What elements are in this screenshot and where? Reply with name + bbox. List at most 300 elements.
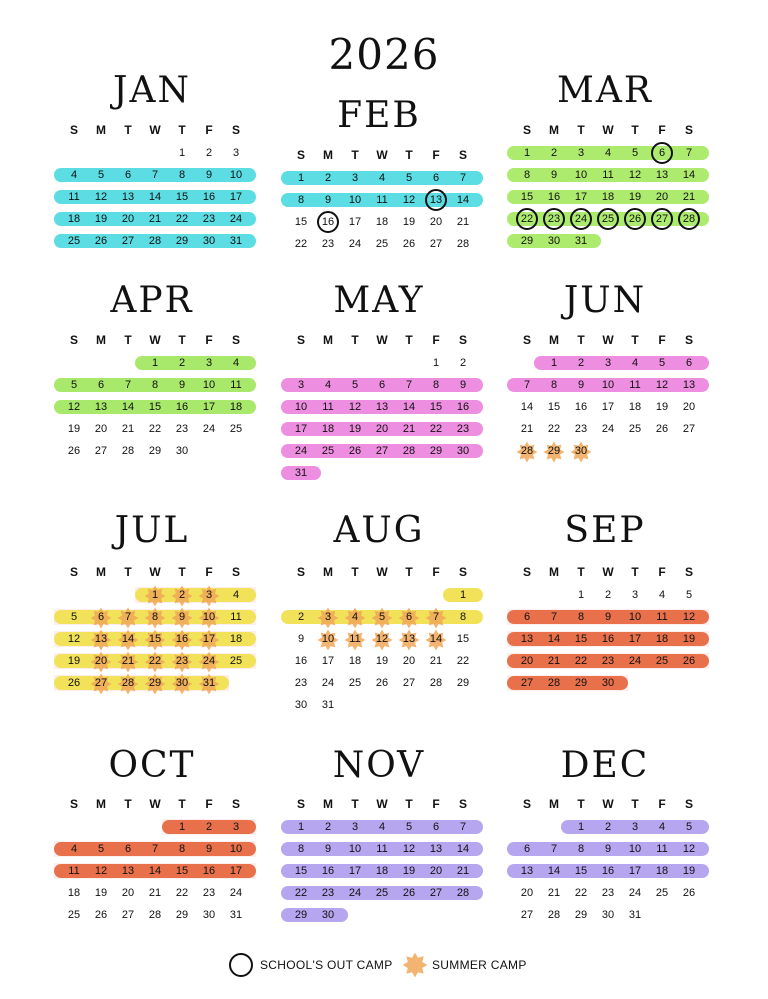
day-cell: 14 — [520, 401, 534, 413]
day-cell: 30 — [202, 235, 216, 247]
day-cell: 20 — [121, 887, 135, 899]
day-cell: 15 — [175, 865, 189, 877]
day-cell: 30 — [601, 677, 615, 689]
page-title: 2026 — [328, 30, 440, 79]
day-cell: 17 — [348, 865, 362, 877]
day-cell: 28 — [121, 677, 135, 689]
weekday-label: F — [205, 333, 213, 347]
day-cell: 22 — [547, 423, 561, 435]
legend — [0, 953, 768, 977]
day-cell: 17 — [628, 865, 642, 877]
day-cell: 3 — [631, 589, 639, 601]
day-cell: 27 — [520, 677, 534, 689]
day-cell: 18 — [67, 213, 81, 225]
day-cell: 1 — [178, 147, 186, 159]
day-cell: 2 — [297, 611, 305, 623]
day-cell: 27 — [94, 677, 108, 689]
weekday-label: W — [149, 123, 161, 137]
weekday-label: F — [658, 797, 666, 811]
day-cell: 5 — [685, 589, 693, 601]
day-cell: 28 — [148, 235, 162, 247]
weekday-label: F — [432, 565, 440, 579]
weekday-label: W — [376, 565, 388, 579]
day-cell: 11 — [656, 611, 668, 623]
day-cell: 12 — [94, 191, 108, 203]
day-cell: 2 — [459, 357, 467, 369]
day-cell: 22 — [294, 887, 308, 899]
weekday-label: S — [458, 333, 467, 347]
day-cell: 25 — [628, 423, 642, 435]
month-title: JUN — [563, 280, 647, 321]
month-title: DEC — [560, 745, 650, 786]
day-cell: 18 — [348, 655, 362, 667]
day-cell: 8 — [523, 169, 531, 181]
day-cell: 28 — [682, 213, 696, 225]
day-cell: 25 — [229, 655, 243, 667]
day-cell: 30 — [175, 677, 189, 689]
day-cell: 5 — [351, 379, 359, 391]
day-cell: 23 — [294, 677, 308, 689]
day-cell: 12 — [628, 169, 642, 181]
day-cell: 18 — [67, 887, 81, 899]
day-cell: 20 — [520, 655, 534, 667]
day-cell: 13 — [121, 191, 135, 203]
day-cell: 6 — [97, 379, 105, 391]
month-title: FEB — [337, 95, 421, 136]
day-cell: 6 — [124, 169, 132, 181]
weekday-label: M — [323, 333, 333, 347]
day-cell: 30 — [574, 445, 588, 457]
day-cell: 21 — [682, 191, 696, 203]
weekday-label: T — [178, 797, 186, 811]
day-cell: 20 — [94, 655, 108, 667]
day-cell: 3 — [205, 357, 213, 369]
day-cell: 3 — [324, 611, 332, 623]
day-cell: 12 — [67, 633, 81, 645]
month-title: MAY — [333, 280, 425, 321]
day-cell: 20 — [375, 423, 389, 435]
day-cell: 28 — [456, 887, 470, 899]
day-cell: 15 — [456, 633, 470, 645]
day-cell: 13 — [402, 633, 416, 645]
day-cell: 12 — [402, 843, 416, 855]
day-cell: 25 — [229, 423, 243, 435]
school-out-camp-circle — [570, 208, 592, 230]
day-cell: 26 — [348, 445, 362, 457]
day-cell: 15 — [148, 633, 162, 645]
day-cell: 6 — [432, 172, 440, 184]
day-cell: 9 — [604, 843, 612, 855]
day-cell: 5 — [70, 379, 78, 391]
day-cell: 21 — [547, 887, 561, 899]
day-cell: 8 — [151, 611, 159, 623]
day-cell: 22 — [456, 655, 470, 667]
day-cell: 5 — [405, 821, 413, 833]
weekday-label: W — [602, 565, 614, 579]
day-cell: 16 — [175, 633, 189, 645]
day-cell: 25 — [655, 655, 669, 667]
day-cell: 4 — [70, 169, 78, 181]
day-cell: 15 — [294, 216, 308, 228]
day-cell: 28 — [520, 445, 534, 457]
day-cell: 29 — [520, 235, 534, 247]
weekday-label: S — [231, 797, 240, 811]
circle-icon — [229, 953, 253, 977]
day-cell: 2 — [324, 172, 332, 184]
legend-school-out: SCHOOL'S OUT CAMP — [260, 958, 393, 972]
weekday-label: T — [631, 333, 639, 347]
day-cell: 29 — [574, 909, 588, 921]
day-cell: 4 — [232, 589, 240, 601]
weekday-label: S — [522, 797, 531, 811]
day-cell: 22 — [175, 887, 189, 899]
weekday-label: T — [351, 333, 359, 347]
day-cell: 11 — [349, 633, 361, 645]
weekday-label: F — [658, 123, 666, 137]
day-cell: 10 — [601, 379, 615, 391]
day-cell: 29 — [175, 909, 189, 921]
weekday-label: F — [432, 797, 440, 811]
weekday-label: F — [658, 565, 666, 579]
day-cell: 19 — [94, 887, 108, 899]
star-icon — [402, 952, 428, 978]
day-cell: 16 — [601, 633, 615, 645]
day-cell: 1 — [297, 172, 305, 184]
day-cell: 28 — [456, 238, 470, 250]
day-cell: 16 — [202, 191, 216, 203]
day-cell: 13 — [429, 843, 443, 855]
day-cell: 23 — [601, 887, 615, 899]
day-cell: 28 — [402, 445, 416, 457]
day-cell: 18 — [321, 423, 335, 435]
day-cell: 27 — [429, 238, 443, 250]
day-cell: 3 — [604, 357, 612, 369]
day-cell: 8 — [577, 843, 585, 855]
month-title: NOV — [332, 745, 426, 786]
day-cell: 25 — [375, 238, 389, 250]
day-cell: 22 — [175, 213, 189, 225]
day-cell: 14 — [456, 843, 470, 855]
weekday-label: W — [376, 333, 388, 347]
day-cell: 16 — [601, 865, 615, 877]
day-cell: 8 — [432, 379, 440, 391]
weekday-label: S — [522, 123, 531, 137]
day-cell: 12 — [348, 401, 362, 413]
day-cell: 25 — [655, 887, 669, 899]
day-cell: 1 — [151, 357, 159, 369]
day-cell: 3 — [351, 172, 359, 184]
day-cell: 6 — [405, 611, 413, 623]
weekday-label: S — [296, 797, 305, 811]
weekday-label: S — [522, 565, 531, 579]
day-cell: 5 — [97, 169, 105, 181]
day-cell: 21 — [402, 423, 416, 435]
day-cell: 29 — [456, 677, 470, 689]
day-cell: 7 — [432, 611, 440, 623]
day-cell: 14 — [547, 633, 561, 645]
day-cell: 11 — [376, 843, 388, 855]
day-cell: 12 — [402, 194, 416, 206]
day-cell: 16 — [547, 191, 561, 203]
day-cell: 18 — [628, 401, 642, 413]
day-cell: 11 — [68, 865, 80, 877]
weekday-label: F — [205, 565, 213, 579]
day-cell: 6 — [97, 611, 105, 623]
day-cell: 20 — [429, 865, 443, 877]
day-cell: 9 — [205, 843, 213, 855]
weekday-label: W — [602, 333, 614, 347]
day-cell: 26 — [94, 909, 108, 921]
day-cell: 7 — [151, 169, 159, 181]
weekday-label: S — [458, 797, 467, 811]
month-title: JAN — [113, 70, 191, 111]
day-cell: 7 — [124, 611, 132, 623]
day-cell: 29 — [148, 445, 162, 457]
weekday-label: S — [231, 565, 240, 579]
day-cell: 27 — [375, 445, 389, 457]
month-title: MAR — [557, 70, 653, 111]
day-cell: 31 — [321, 699, 335, 711]
day-cell: 21 — [547, 655, 561, 667]
day-cell: 11 — [602, 169, 614, 181]
day-cell: 29 — [148, 677, 162, 689]
day-cell: 25 — [321, 445, 335, 457]
day-cell: 24 — [229, 213, 243, 225]
day-cell: 18 — [601, 191, 615, 203]
day-cell: 26 — [682, 655, 696, 667]
day-cell: 24 — [628, 655, 642, 667]
school-out-camp-circle — [543, 208, 565, 230]
day-cell: 9 — [550, 169, 558, 181]
day-cell: 11 — [230, 379, 242, 391]
day-cell: 28 — [148, 909, 162, 921]
day-cell: 2 — [324, 821, 332, 833]
weekday-label: S — [69, 333, 78, 347]
weekday-label: M — [549, 797, 559, 811]
day-cell: 7 — [151, 843, 159, 855]
day-cell: 2 — [604, 821, 612, 833]
day-cell: 30 — [456, 445, 470, 457]
day-cell: 26 — [628, 213, 642, 225]
day-cell: 5 — [685, 821, 693, 833]
day-cell: 15 — [175, 191, 189, 203]
day-cell: 7 — [405, 379, 413, 391]
weekday-label: S — [684, 565, 693, 579]
school-out-camp-circle — [516, 208, 538, 230]
day-cell: 9 — [324, 194, 332, 206]
day-cell: 1 — [297, 821, 305, 833]
day-cell: 8 — [297, 843, 305, 855]
day-cell: 4 — [631, 357, 639, 369]
day-cell: 10 — [229, 169, 243, 181]
weekday-label: M — [323, 797, 333, 811]
weekday-label: F — [658, 333, 666, 347]
day-cell: 23 — [202, 887, 216, 899]
day-cell: 26 — [94, 235, 108, 247]
day-cell: 22 — [148, 423, 162, 435]
day-cell: 19 — [402, 216, 416, 228]
day-cell: 12 — [682, 611, 696, 623]
weekday-label: T — [631, 123, 639, 137]
weekday-label: S — [296, 148, 305, 162]
day-cell: 29 — [547, 445, 561, 457]
weekday-label: T — [405, 797, 413, 811]
day-cell: 16 — [456, 401, 470, 413]
day-cell: 21 — [148, 213, 162, 225]
day-cell: 22 — [294, 238, 308, 250]
weekday-label: T — [178, 123, 186, 137]
day-cell: 8 — [178, 169, 186, 181]
day-cell: 3 — [631, 821, 639, 833]
day-cell: 2 — [178, 357, 186, 369]
day-cell: 23 — [321, 887, 335, 899]
month-title: SEP — [564, 510, 646, 551]
weekday-label: W — [602, 123, 614, 137]
day-cell: 24 — [202, 655, 216, 667]
school-out-camp-circle — [597, 208, 619, 230]
day-cell: 15 — [574, 865, 588, 877]
day-cell: 10 — [628, 843, 642, 855]
day-cell: 20 — [402, 655, 416, 667]
month-title: OCT — [108, 745, 196, 786]
day-cell: 12 — [682, 843, 696, 855]
day-cell: 18 — [375, 865, 389, 877]
day-cell: 29 — [574, 677, 588, 689]
day-cell: 11 — [322, 401, 334, 413]
day-cell: 22 — [574, 887, 588, 899]
day-cell: 13 — [121, 865, 135, 877]
day-cell: 10 — [294, 401, 308, 413]
day-cell: 13 — [375, 401, 389, 413]
day-cell: 13 — [655, 169, 669, 181]
school-out-camp-circle — [317, 211, 339, 233]
day-cell: 11 — [376, 194, 388, 206]
month-title: AUG — [333, 510, 425, 551]
legend-summer: SUMMER CAMP — [432, 958, 527, 972]
day-cell: 30 — [294, 699, 308, 711]
day-cell: 16 — [321, 865, 335, 877]
day-cell: 24 — [294, 445, 308, 457]
day-cell: 16 — [175, 401, 189, 413]
weekday-label: T — [178, 565, 186, 579]
day-cell: 3 — [351, 821, 359, 833]
weekday-label: T — [124, 333, 132, 347]
weekday-label: T — [124, 123, 132, 137]
day-cell: 27 — [682, 423, 696, 435]
day-cell: 5 — [405, 172, 413, 184]
day-cell: 1 — [178, 821, 186, 833]
day-cell: 19 — [67, 423, 81, 435]
day-cell: 19 — [94, 213, 108, 225]
weekday-label: M — [96, 333, 106, 347]
day-cell: 14 — [682, 169, 696, 181]
weekday-label: S — [684, 123, 693, 137]
day-cell: 29 — [294, 909, 308, 921]
day-cell: 30 — [601, 909, 615, 921]
day-cell: 31 — [628, 909, 642, 921]
day-cell: 6 — [523, 843, 531, 855]
day-cell: 4 — [378, 821, 386, 833]
day-cell: 27 — [121, 235, 135, 247]
weekday-label: M — [549, 333, 559, 347]
day-cell: 17 — [574, 191, 588, 203]
day-cell: 31 — [229, 909, 243, 921]
day-cell: 27 — [520, 909, 534, 921]
day-cell: 28 — [121, 445, 135, 457]
day-cell: 22 — [429, 423, 443, 435]
day-cell: 15 — [574, 633, 588, 645]
day-cell: 13 — [682, 379, 696, 391]
day-cell: 18 — [375, 216, 389, 228]
weekday-label: M — [323, 148, 333, 162]
day-cell: 9 — [178, 379, 186, 391]
day-cell: 8 — [178, 843, 186, 855]
day-cell: 12 — [94, 865, 108, 877]
day-cell: 1 — [432, 357, 440, 369]
day-cell: 14 — [121, 401, 135, 413]
day-cell: 15 — [547, 401, 561, 413]
day-cell: 22 — [574, 655, 588, 667]
day-cell: 14 — [429, 633, 443, 645]
day-cell: 27 — [121, 909, 135, 921]
day-cell: 14 — [148, 191, 162, 203]
day-cell: 8 — [550, 379, 558, 391]
weekday-label: T — [351, 565, 359, 579]
weekday-label: T — [351, 797, 359, 811]
day-cell: 1 — [550, 357, 558, 369]
school-out-camp-circle — [651, 208, 673, 230]
day-cell: 4 — [378, 172, 386, 184]
weekday-label: W — [602, 797, 614, 811]
day-cell: 27 — [402, 677, 416, 689]
day-cell: 17 — [202, 401, 216, 413]
day-cell: 12 — [67, 401, 81, 413]
day-cell: 3 — [577, 147, 585, 159]
day-cell: 24 — [628, 887, 642, 899]
weekday-label: T — [124, 565, 132, 579]
day-cell: 17 — [601, 401, 615, 413]
day-cell: 9 — [297, 633, 305, 645]
weekday-label: F — [205, 123, 213, 137]
day-cell: 19 — [375, 655, 389, 667]
day-cell: 28 — [547, 909, 561, 921]
day-cell: 17 — [628, 633, 642, 645]
day-cell: 15 — [148, 401, 162, 413]
weekday-label: M — [549, 565, 559, 579]
day-cell: 2 — [178, 589, 186, 601]
day-cell: 5 — [631, 147, 639, 159]
weekday-label: W — [376, 148, 388, 162]
day-cell: 23 — [175, 423, 189, 435]
weekday-label: T — [124, 797, 132, 811]
day-cell: 8 — [577, 611, 585, 623]
day-cell: 10 — [628, 611, 642, 623]
day-cell: 20 — [121, 213, 135, 225]
weekday-label: S — [296, 565, 305, 579]
day-cell: 20 — [682, 401, 696, 413]
day-cell: 21 — [121, 423, 135, 435]
day-cell: 2 — [205, 821, 213, 833]
day-cell: 30 — [321, 909, 335, 921]
day-cell: 31 — [574, 235, 588, 247]
day-cell: 1 — [523, 147, 531, 159]
day-cell: 7 — [550, 843, 558, 855]
day-cell: 18 — [229, 401, 243, 413]
day-cell: 3 — [205, 589, 213, 601]
month-title: JUL — [114, 510, 190, 551]
day-cell: 10 — [229, 843, 243, 855]
day-cell: 29 — [175, 235, 189, 247]
